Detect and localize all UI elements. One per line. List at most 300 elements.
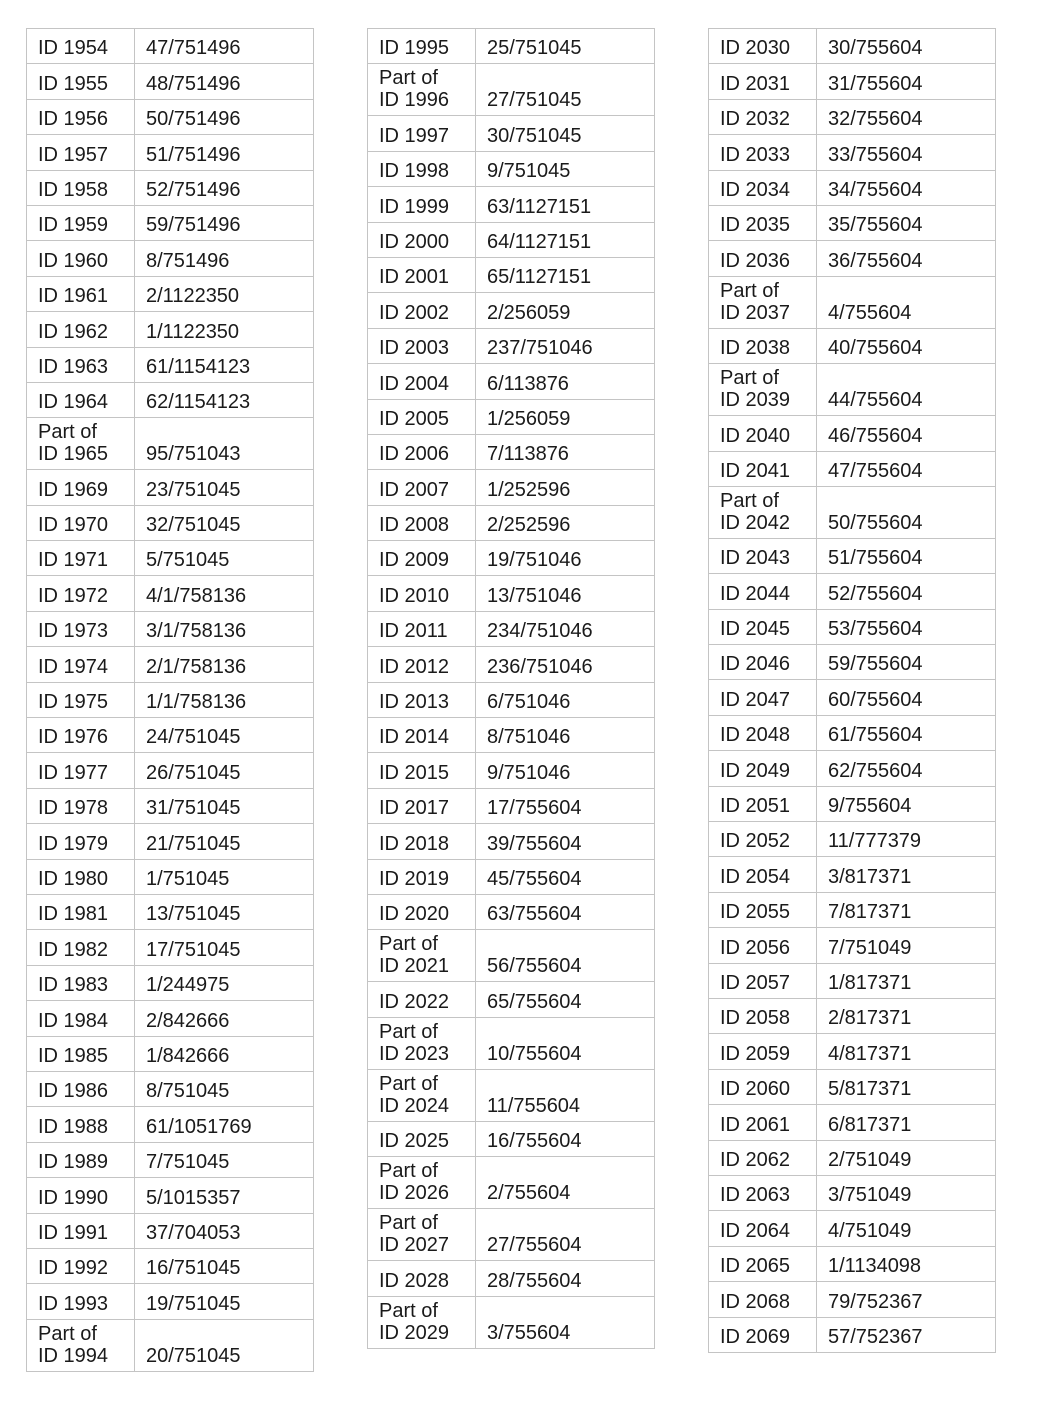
id-cell — [27, 647, 135, 682]
reference-cell — [817, 328, 996, 363]
reference-value: 2/817371 — [828, 1007, 912, 1030]
table-row — [27, 64, 314, 99]
id-label: ID 2000 — [379, 230, 450, 253]
id-cell — [709, 574, 817, 609]
reference-value: 26/751045 — [146, 761, 241, 784]
id-cell — [709, 715, 817, 750]
id-label: ID 1976 — [38, 726, 109, 749]
id-label: ID 2052 — [720, 830, 791, 853]
reference-value: 5/817371 — [828, 1078, 912, 1101]
reference-cell — [135, 1107, 314, 1142]
reference-cell — [135, 1248, 314, 1283]
id-cell — [27, 1213, 135, 1248]
reference-value: 2/842666 — [146, 1009, 230, 1032]
reference-cell — [817, 135, 996, 170]
table-row — [27, 576, 314, 611]
part-of-label: Part of — [720, 367, 779, 390]
id-label: ID 1997 — [379, 124, 450, 147]
reference-cell — [476, 1069, 655, 1121]
table-row — [27, 29, 314, 64]
id-cell — [709, 892, 817, 927]
reference-cell — [817, 486, 996, 538]
id-label: ID 2009 — [379, 549, 450, 572]
id-cell — [368, 364, 476, 399]
reference-cell — [817, 1105, 996, 1140]
table-row — [709, 29, 996, 64]
reference-value: 63/755604 — [487, 903, 582, 926]
id-label: ID 2044 — [720, 582, 791, 605]
reference-value: 5/751045 — [146, 549, 230, 572]
reference-cell — [817, 892, 996, 927]
table-row — [27, 347, 314, 382]
id-cell — [368, 116, 476, 151]
table-row — [27, 611, 314, 646]
reference-value: 234/751046 — [487, 620, 593, 643]
table-row — [27, 418, 314, 470]
table-row — [27, 753, 314, 788]
id-cell — [27, 276, 135, 311]
table-row — [368, 222, 655, 257]
reference-value: 59/751496 — [146, 214, 241, 237]
reference-cell — [135, 541, 314, 576]
table-row — [709, 1317, 996, 1352]
id-label: ID 2038 — [720, 337, 791, 360]
id-cell — [27, 541, 135, 576]
reference-value: 3/751049 — [828, 1184, 912, 1207]
reference-value: 4/817371 — [828, 1042, 912, 1065]
id-cell — [709, 1246, 817, 1281]
reference-value: 7/751049 — [828, 936, 912, 959]
id-label: ID 2040 — [720, 424, 791, 447]
reference-value: 45/755604 — [487, 867, 582, 890]
table-row — [709, 451, 996, 486]
reference-value: 4/755604 — [828, 301, 912, 324]
id-cell — [27, 753, 135, 788]
table-row — [368, 293, 655, 328]
table-row — [27, 205, 314, 240]
reference-cell — [135, 205, 314, 240]
reference-cell — [817, 1069, 996, 1104]
reference-value: 8/751496 — [146, 249, 230, 272]
table-row — [368, 328, 655, 363]
table-row — [368, 611, 655, 646]
reference-cell — [476, 1296, 655, 1348]
id-cell — [368, 982, 476, 1017]
table-row — [27, 382, 314, 417]
reference-value: 6/751046 — [487, 691, 571, 714]
id-cell — [27, 347, 135, 382]
reference-value: 17/755604 — [487, 797, 582, 820]
reference-value: 1/1122350 — [146, 320, 240, 343]
reference-cell — [135, 1036, 314, 1071]
id-label: ID 2003 — [379, 337, 450, 360]
id-cell — [27, 1178, 135, 1213]
reference-cell — [135, 135, 314, 170]
id-cell — [368, 894, 476, 929]
id-cell — [368, 611, 476, 646]
table-row — [368, 434, 655, 469]
id-label: ID 1983 — [38, 974, 109, 997]
id-cell — [27, 312, 135, 347]
id-label: ID 2007 — [379, 478, 450, 501]
id-cell — [368, 753, 476, 788]
id-cell — [27, 824, 135, 859]
reference-value: 63/1127151 — [487, 195, 592, 218]
id-cell — [709, 1105, 817, 1140]
reference-cell — [476, 434, 655, 469]
table-row — [368, 982, 655, 1017]
reference-cell — [476, 1261, 655, 1296]
id-cell — [709, 1069, 817, 1104]
reference-value: 61/755604 — [828, 724, 923, 747]
reference-value: 9/751045 — [487, 160, 571, 183]
id-label: ID 1982 — [38, 938, 109, 961]
reference-value: 30/751045 — [487, 124, 582, 147]
table-row — [368, 682, 655, 717]
reference-cell — [817, 1282, 996, 1317]
reference-cell — [135, 930, 314, 965]
table-row — [27, 1107, 314, 1142]
reference-value: 61/1051769 — [146, 1115, 252, 1138]
table-row — [709, 1105, 996, 1140]
reference-value: 25/751045 — [487, 37, 582, 60]
id-cell — [27, 894, 135, 929]
reference-value: 7/113876 — [487, 443, 569, 466]
reference-value: 6/113876 — [487, 372, 569, 395]
id-label: ID 2046 — [720, 653, 791, 676]
id-cell — [368, 64, 476, 116]
table-row — [27, 1071, 314, 1106]
id-cell — [709, 928, 817, 963]
id-cell — [709, 751, 817, 786]
reference-value: 56/755604 — [487, 955, 582, 978]
reference-value: 4/1/758136 — [146, 584, 247, 607]
reference-cell — [817, 574, 996, 609]
reference-cell — [135, 276, 314, 311]
reference-value: 19/751045 — [146, 1292, 241, 1315]
table-row — [27, 647, 314, 682]
id-label: ID 1991 — [38, 1221, 109, 1244]
id-label: ID 2063 — [720, 1184, 791, 1207]
reference-cell — [476, 151, 655, 186]
part-of-label: Part of — [379, 1299, 438, 1322]
table-row — [27, 241, 314, 276]
table-row — [368, 576, 655, 611]
id-label: ID 2027 — [379, 1234, 450, 1257]
table-row — [27, 276, 314, 311]
reference-value: 236/751046 — [487, 655, 593, 678]
id-label: ID 1955 — [38, 72, 109, 95]
id-label: ID 2068 — [720, 1290, 791, 1313]
table-row — [368, 116, 655, 151]
reference-cell — [476, 293, 655, 328]
reference-cell — [135, 312, 314, 347]
id-label: ID 1980 — [38, 867, 109, 890]
reference-cell — [476, 824, 655, 859]
reference-cell — [135, 382, 314, 417]
id-label: ID 2004 — [379, 372, 450, 395]
id-label: ID 1994 — [38, 1344, 109, 1367]
id-label: ID 2049 — [720, 759, 791, 782]
reference-cell — [817, 64, 996, 99]
reference-value: 1/256059 — [487, 407, 571, 430]
reference-value: 1/817371 — [828, 971, 912, 994]
reference-value: 3/755604 — [487, 1321, 571, 1344]
reference-value: 33/755604 — [828, 143, 923, 166]
reference-value: 13/751045 — [146, 903, 241, 926]
id-label: ID 2025 — [379, 1130, 450, 1153]
table-row — [368, 1069, 655, 1121]
reference-cell — [476, 1121, 655, 1156]
reference-value: 62/1154123 — [146, 391, 251, 414]
reference-value: 65/1127151 — [487, 266, 592, 289]
table-row — [709, 1211, 996, 1246]
reference-value: 32/755604 — [828, 108, 923, 131]
reference-value: 57/752367 — [828, 1325, 923, 1348]
id-cell — [27, 965, 135, 1000]
id-label: ID 1981 — [38, 903, 109, 926]
table-row — [27, 505, 314, 540]
reference-value: 50/755604 — [828, 511, 923, 534]
reference-value: 9/755604 — [828, 795, 912, 818]
id-cell — [368, 399, 476, 434]
reference-cell — [135, 64, 314, 99]
table-row — [709, 786, 996, 821]
id-cell — [368, 1296, 476, 1348]
reference-cell — [817, 680, 996, 715]
reference-cell — [817, 538, 996, 573]
id-cell — [709, 680, 817, 715]
id-cell — [27, 1107, 135, 1142]
id-cell — [27, 682, 135, 717]
table-row — [368, 64, 655, 116]
id-label: ID 1985 — [38, 1044, 109, 1067]
id-label: ID 1978 — [38, 797, 109, 820]
table-row — [368, 541, 655, 576]
reference-cell — [476, 116, 655, 151]
reference-value: 11/777379 — [828, 830, 922, 853]
reference-cell — [135, 1001, 314, 1036]
reference-cell — [476, 930, 655, 982]
id-cell — [709, 538, 817, 573]
reference-cell — [476, 859, 655, 894]
id-label: ID 1990 — [38, 1186, 109, 1209]
id-label: ID 2006 — [379, 443, 450, 466]
reference-value: 59/755604 — [828, 653, 923, 676]
id-cell — [368, 788, 476, 823]
table-row — [709, 364, 996, 416]
id-label: ID 2059 — [720, 1042, 791, 1065]
id-label: ID 1959 — [38, 214, 109, 237]
reference-cell — [817, 998, 996, 1033]
id-cell — [368, 859, 476, 894]
id-label: ID 2042 — [720, 511, 791, 534]
reference-cell — [135, 611, 314, 646]
reference-cell — [135, 718, 314, 753]
id-label: ID 2010 — [379, 584, 450, 607]
reference-value: 61/1154123 — [146, 355, 251, 378]
table-row — [709, 1175, 996, 1210]
reference-cell — [817, 364, 996, 416]
reference-value: 2/1122350 — [146, 285, 240, 308]
id-cell — [27, 611, 135, 646]
reference-cell — [135, 29, 314, 64]
reference-value: 3/817371 — [828, 865, 912, 888]
reference-cell — [476, 257, 655, 292]
reference-cell — [476, 576, 655, 611]
id-cell — [368, 151, 476, 186]
id-cell — [709, 857, 817, 892]
table-row — [368, 187, 655, 222]
reference-value: 60/755604 — [828, 688, 923, 711]
table-row — [709, 680, 996, 715]
table-row — [27, 99, 314, 134]
table-row — [368, 257, 655, 292]
id-label: ID 2017 — [379, 797, 450, 820]
table-row — [709, 751, 996, 786]
id-label: ID 1973 — [38, 620, 109, 643]
reference-cell — [476, 222, 655, 257]
part-of-label: Part of — [379, 1072, 438, 1095]
reference-cell — [817, 645, 996, 680]
id-label: ID 2036 — [720, 249, 791, 272]
id-cell — [709, 609, 817, 644]
id-label: ID 1963 — [38, 355, 109, 378]
reference-cell — [135, 894, 314, 929]
table-row — [709, 135, 996, 170]
id-label: ID 1989 — [38, 1151, 109, 1174]
table-row — [709, 1069, 996, 1104]
id-cell — [27, 470, 135, 505]
reference-value: 40/755604 — [828, 337, 923, 360]
id-label: ID 2045 — [720, 618, 791, 641]
id-label: ID 2002 — [379, 301, 450, 324]
id-label: ID 2043 — [720, 547, 791, 570]
reference-value: 1/244975 — [146, 974, 230, 997]
table-row — [368, 1209, 655, 1261]
id-cell — [27, 1142, 135, 1177]
reference-value: 9/751046 — [487, 761, 571, 784]
reference-cell — [476, 187, 655, 222]
reference-cell — [135, 99, 314, 134]
reference-value: 27/755604 — [487, 1234, 582, 1257]
id-label: ID 1986 — [38, 1080, 109, 1103]
reference-value: 52/751496 — [146, 178, 241, 201]
reference-value: 1/252596 — [487, 478, 571, 501]
reference-value: 17/751045 — [146, 938, 241, 961]
table-row — [368, 1261, 655, 1296]
id-cell — [709, 1211, 817, 1246]
reference-cell — [817, 205, 996, 240]
id-label: ID 2022 — [379, 990, 450, 1013]
id-label: ID 2047 — [720, 688, 791, 711]
table-row — [368, 1296, 655, 1348]
id-label: ID 1960 — [38, 249, 109, 272]
reference-value: 53/755604 — [828, 618, 923, 641]
id-cell — [709, 205, 817, 240]
id-label: ID 1965 — [38, 443, 109, 466]
reference-value: 2/252596 — [487, 514, 571, 537]
id-cell — [709, 1282, 817, 1317]
reference-cell — [817, 451, 996, 486]
reference-value: 24/751045 — [146, 726, 241, 749]
id-label: ID 1975 — [38, 691, 109, 714]
reference-value: 2/1/758136 — [146, 655, 247, 678]
reference-value: 31/751045 — [146, 797, 241, 820]
table-row — [27, 894, 314, 929]
reference-value: 65/755604 — [487, 990, 582, 1013]
reference-value: 62/755604 — [828, 759, 923, 782]
id-label: ID 2001 — [379, 266, 450, 289]
part-of-label: Part of — [379, 1020, 438, 1043]
reference-value: 95/751043 — [146, 443, 241, 466]
reference-value: 37/704053 — [146, 1221, 241, 1244]
reference-value: 3/1/758136 — [146, 620, 247, 643]
id-cell — [27, 788, 135, 823]
reference-value: 16/755604 — [487, 1130, 582, 1153]
reference-value: 35/755604 — [828, 214, 923, 237]
table-row — [709, 99, 996, 134]
id-cell — [709, 1140, 817, 1175]
table-row — [368, 788, 655, 823]
reference-value: 31/755604 — [828, 72, 923, 95]
reference-value: 1/751045 — [146, 867, 230, 890]
reference-value: 2/755604 — [487, 1182, 571, 1205]
reference-cell — [135, 824, 314, 859]
reference-value: 50/751496 — [146, 108, 241, 131]
reference-value: 47/751496 — [146, 37, 241, 60]
id-label: ID 2037 — [720, 301, 791, 324]
id-label: ID 2024 — [379, 1094, 450, 1117]
id-label: ID 1977 — [38, 761, 109, 784]
id-cell — [368, 1017, 476, 1069]
part-of-label: Part of — [379, 1160, 438, 1183]
table-row — [368, 470, 655, 505]
table-row — [27, 312, 314, 347]
table-row — [27, 1248, 314, 1283]
id-cell — [709, 1317, 817, 1352]
reference-cell — [476, 682, 655, 717]
reference-cell — [476, 29, 655, 64]
id-label: ID 2064 — [720, 1219, 791, 1242]
id-label: ID 1992 — [38, 1257, 109, 1280]
reference-value: 2/751049 — [828, 1148, 912, 1171]
table-row — [709, 574, 996, 609]
table-row — [27, 965, 314, 1000]
reference-value: 27/751045 — [487, 89, 582, 112]
id-label: ID 2029 — [379, 1321, 450, 1344]
table-row — [27, 170, 314, 205]
reference-cell — [135, 1319, 314, 1371]
reference-cell — [817, 416, 996, 451]
id-cell — [27, 1036, 135, 1071]
reference-cell — [135, 505, 314, 540]
id-label: ID 1958 — [38, 178, 109, 201]
table-row — [27, 135, 314, 170]
reference-cell — [817, 1034, 996, 1069]
table-row — [368, 894, 655, 929]
reference-cell — [817, 963, 996, 998]
id-cell — [368, 470, 476, 505]
table-row — [27, 470, 314, 505]
reference-cell — [817, 1246, 996, 1281]
table-row — [368, 505, 655, 540]
id-label: ID 2030 — [720, 37, 791, 60]
id-label: ID 1971 — [38, 549, 109, 572]
id-cell — [368, 222, 476, 257]
reference-cell — [817, 1140, 996, 1175]
id-label: ID 2035 — [720, 214, 791, 237]
